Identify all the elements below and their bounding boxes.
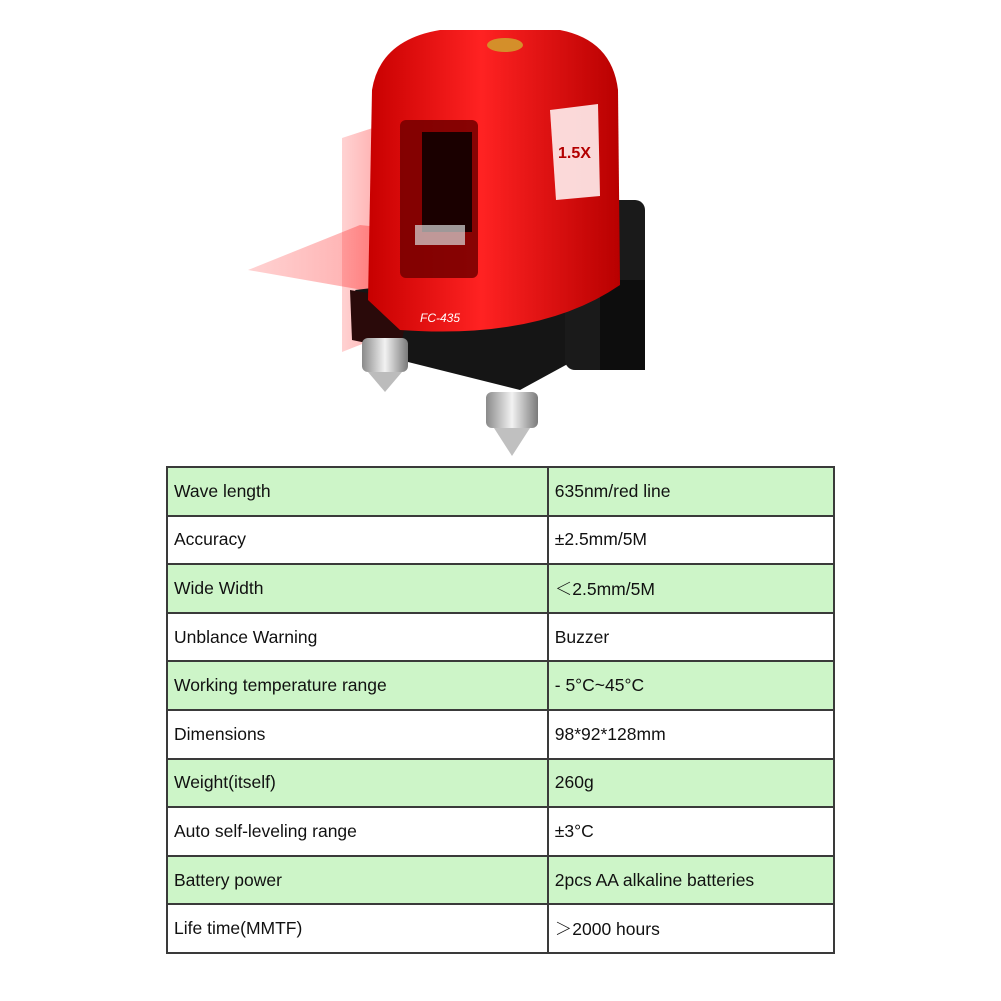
spec-value: ＜2.5mm/5M bbox=[548, 564, 834, 613]
specs-table bbox=[166, 466, 835, 954]
table-row bbox=[167, 516, 834, 565]
spec-label: Wide Width bbox=[167, 564, 548, 613]
spec-value: - 5°C~45°C bbox=[548, 661, 834, 710]
spec-label: Life time(MMTF) bbox=[167, 904, 548, 953]
spec-value: 260g bbox=[548, 759, 834, 808]
spec-value: ＞2000 hours bbox=[548, 904, 834, 953]
spec-value: Buzzer bbox=[548, 613, 834, 662]
spec-value: 635nm/red line bbox=[548, 467, 834, 516]
accuracy-badge bbox=[550, 104, 600, 200]
spec-label: Working temperature range bbox=[167, 661, 548, 710]
table-row bbox=[167, 661, 834, 710]
spec-label: Weight(itself) bbox=[167, 759, 548, 808]
table-row bbox=[167, 613, 834, 662]
leveling-knob-left bbox=[362, 338, 408, 392]
laser-window bbox=[400, 120, 478, 278]
spec-value: ±3°C bbox=[548, 807, 834, 856]
leveling-knob-front bbox=[486, 392, 538, 456]
model-label: FC-435 bbox=[420, 311, 461, 325]
svg-text:1.5X: 1.5X bbox=[558, 145, 591, 162]
spec-label: Unblance Warning bbox=[167, 613, 548, 662]
table-row bbox=[167, 467, 834, 516]
table-row bbox=[167, 904, 834, 953]
table-row bbox=[167, 710, 834, 759]
spec-label: Auto self-leveling range bbox=[167, 807, 548, 856]
table-row bbox=[167, 759, 834, 808]
spec-label: Wave length bbox=[167, 467, 548, 516]
spec-label: Accuracy bbox=[167, 516, 548, 565]
spec-label: Battery power bbox=[167, 856, 548, 905]
table-row bbox=[167, 564, 834, 613]
spec-value: 98*92*128mm bbox=[548, 710, 834, 759]
spec-label: Dimensions bbox=[167, 710, 548, 759]
spec-value: ±2.5mm/5M bbox=[548, 516, 834, 565]
table-row bbox=[167, 807, 834, 856]
spec-value: 2pcs AA alkaline batteries bbox=[548, 856, 834, 905]
table-row bbox=[167, 856, 834, 905]
product-image bbox=[0, 0, 1001, 462]
